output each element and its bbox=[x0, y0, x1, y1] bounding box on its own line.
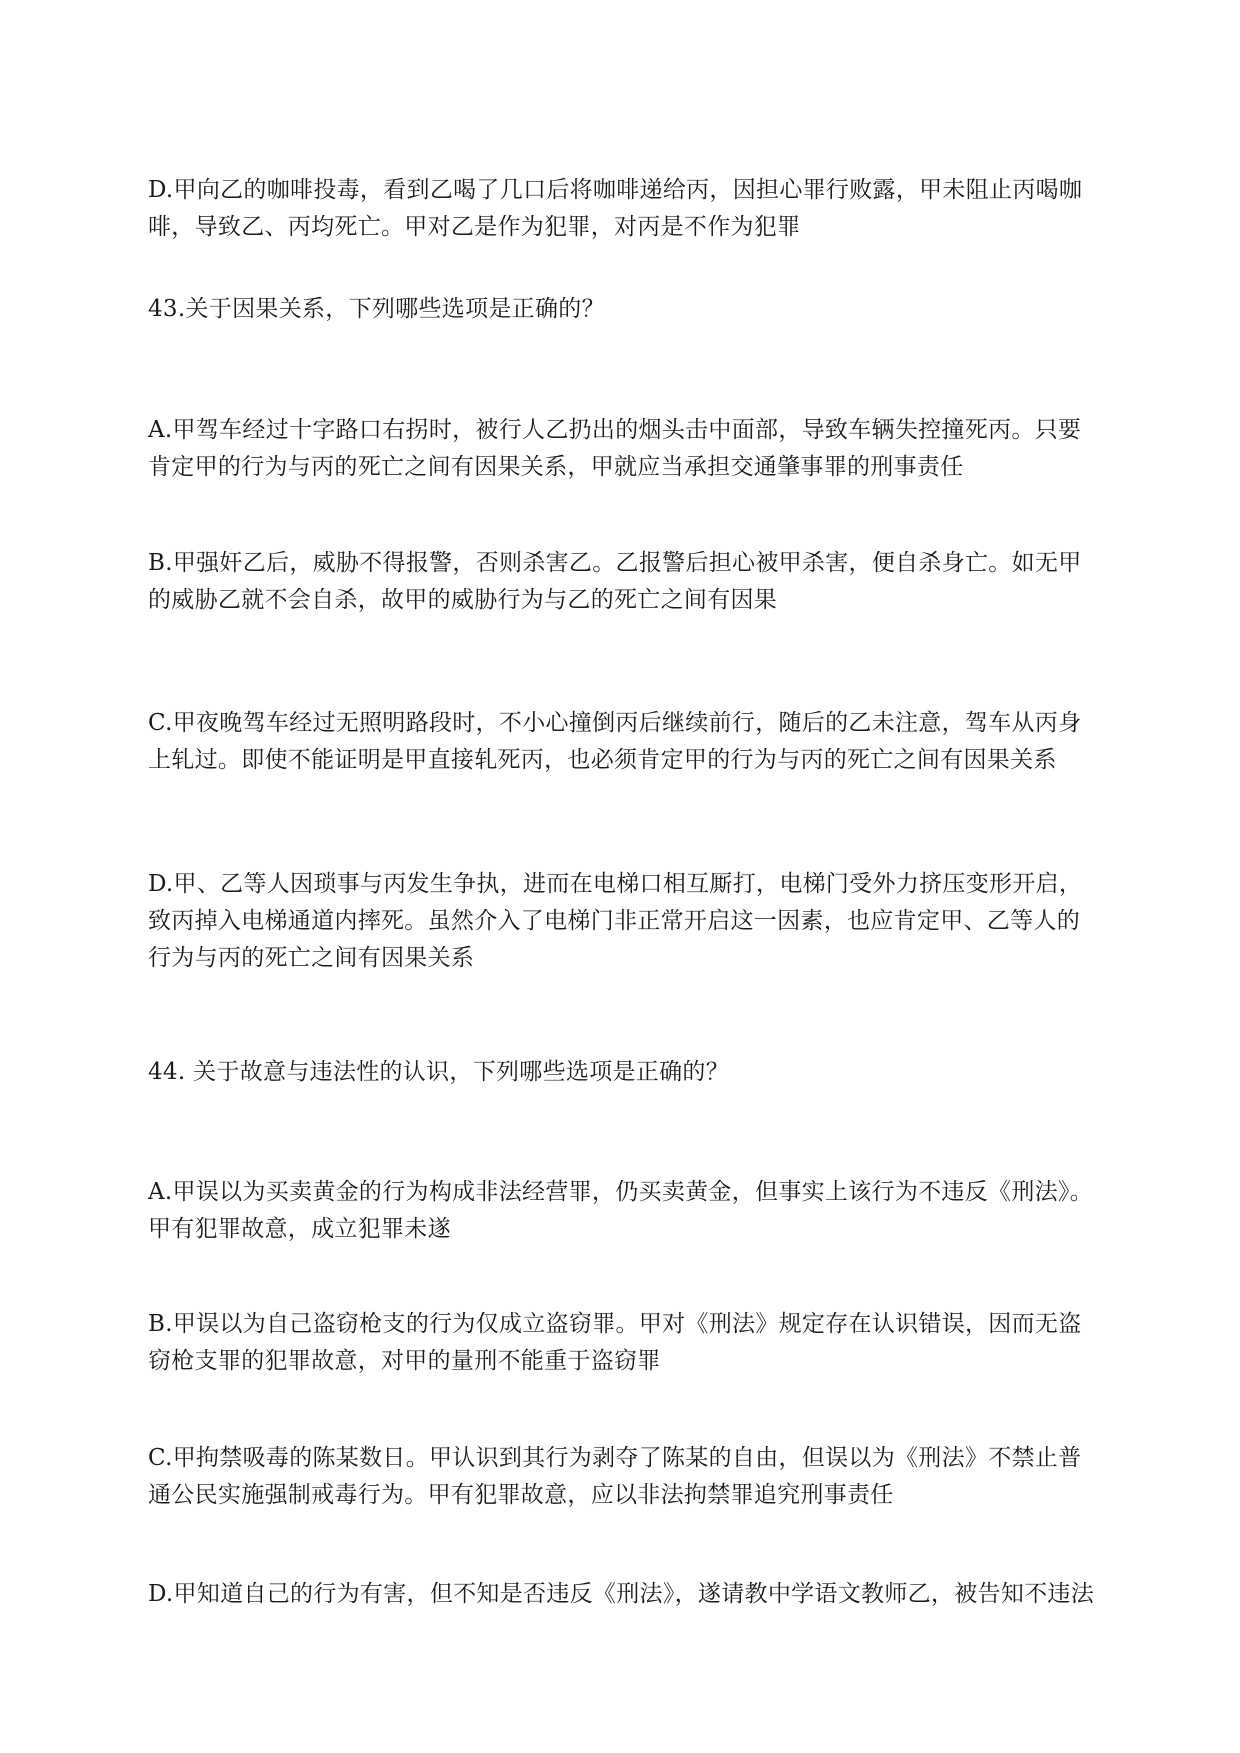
question-43-title bbox=[148, 291, 1128, 328]
q43-option-d bbox=[148, 866, 1128, 977]
text-line: D.甲、乙等人因琐事与丙发生争执，进而在电梯口相互厮打，电梯门受外力挤压变形开启， bbox=[148, 871, 1083, 897]
text-line: 甲有犯罪故意，成立犯罪未遂 bbox=[148, 1216, 451, 1242]
q44-option-d bbox=[148, 1576, 1128, 1613]
text-line: 43.关于因果关系，下列哪些选项是正确的？ bbox=[148, 296, 605, 322]
text-line: 的威胁乙就不会自杀，故甲的威胁行为与乙的死亡之间有因果 bbox=[148, 587, 778, 613]
text-line: 通公民实施强制戒毒行为。甲有犯罪故意，应以非法拘禁罪追究刑事责任 bbox=[148, 1482, 894, 1508]
text-line: D.甲知道自己的行为有害，但不知是否违反《刑法》，遂请教中学语文教师乙，被告知不违法 bbox=[148, 1581, 1095, 1607]
q43-option-b bbox=[148, 545, 1128, 619]
text-line: C.甲夜晚驾车经过无照明路段时，不小心撞倒丙后继续前行，随后的乙未注意，驾车从丙身 bbox=[148, 710, 1082, 736]
text-line: A.甲误以为买卖黄金的行为构成非法经营罪，仍买卖黄金，但事实上该行为不违反《刑法》。 bbox=[148, 1179, 1094, 1205]
q44-option-a bbox=[148, 1174, 1128, 1248]
text-line: B.甲误以为自己盗窃枪支的行为仅成立盗窃罪。甲对《刑法》规定存在认识错误，因而无盗 bbox=[148, 1311, 1082, 1337]
text-line: 窃枪支罪的犯罪故意，对甲的量刑不能重于盗窃罪 bbox=[148, 1348, 661, 1374]
q42-option-d bbox=[148, 172, 1128, 246]
q43-option-c bbox=[148, 705, 1128, 779]
question-44-title bbox=[148, 1054, 1128, 1091]
text-line: B.甲强奸乙后，威胁不得报警，否则杀害乙。乙报警后担心被甲杀害，便自杀身亡。如无甲 bbox=[148, 550, 1082, 576]
q43-option-a bbox=[148, 412, 1128, 486]
text-line: 上轧过。即使不能证明是甲直接轧死丙，也必须肯定甲的行为与丙的死亡之间有因果关系 bbox=[148, 747, 1057, 773]
text-line: 44. 关于故意与违法性的认识，下列哪些选项是正确的？ bbox=[148, 1059, 729, 1085]
text-line: C.甲拘禁吸毒的陈某数日。甲认识到其行为剥夺了陈某的自由，但误以为《刑法》不禁止普 bbox=[148, 1445, 1082, 1471]
text-line: 行为与丙的死亡之间有因果关系 bbox=[148, 945, 475, 971]
text-line: 啡，导致乙、丙均死亡。甲对乙是作为犯罪，对丙是不作为犯罪 bbox=[148, 214, 801, 240]
text-line: 致丙掉入电梯通道内摔死。虽然介入了电梯门非正常开启这一因素，也应肯定甲、乙等人的 bbox=[148, 908, 1080, 934]
text-line: D.甲向乙的咖啡投毒，看到乙喝了几口后将咖啡递给丙，因担心罪行败露，甲未阻止丙喝咖 bbox=[148, 177, 1083, 203]
text-line: 肯定甲的行为与丙的死亡之间有因果关系，甲就应当承担交通肇事罪的刑事责任 bbox=[148, 454, 964, 480]
q44-option-b bbox=[148, 1306, 1128, 1380]
text-line: A.甲驾车经过十字路口右拐时，被行人乙扔出的烟头击中面部，导致车辆失控撞死丙。只要 bbox=[148, 417, 1082, 443]
q44-option-c bbox=[148, 1440, 1128, 1514]
